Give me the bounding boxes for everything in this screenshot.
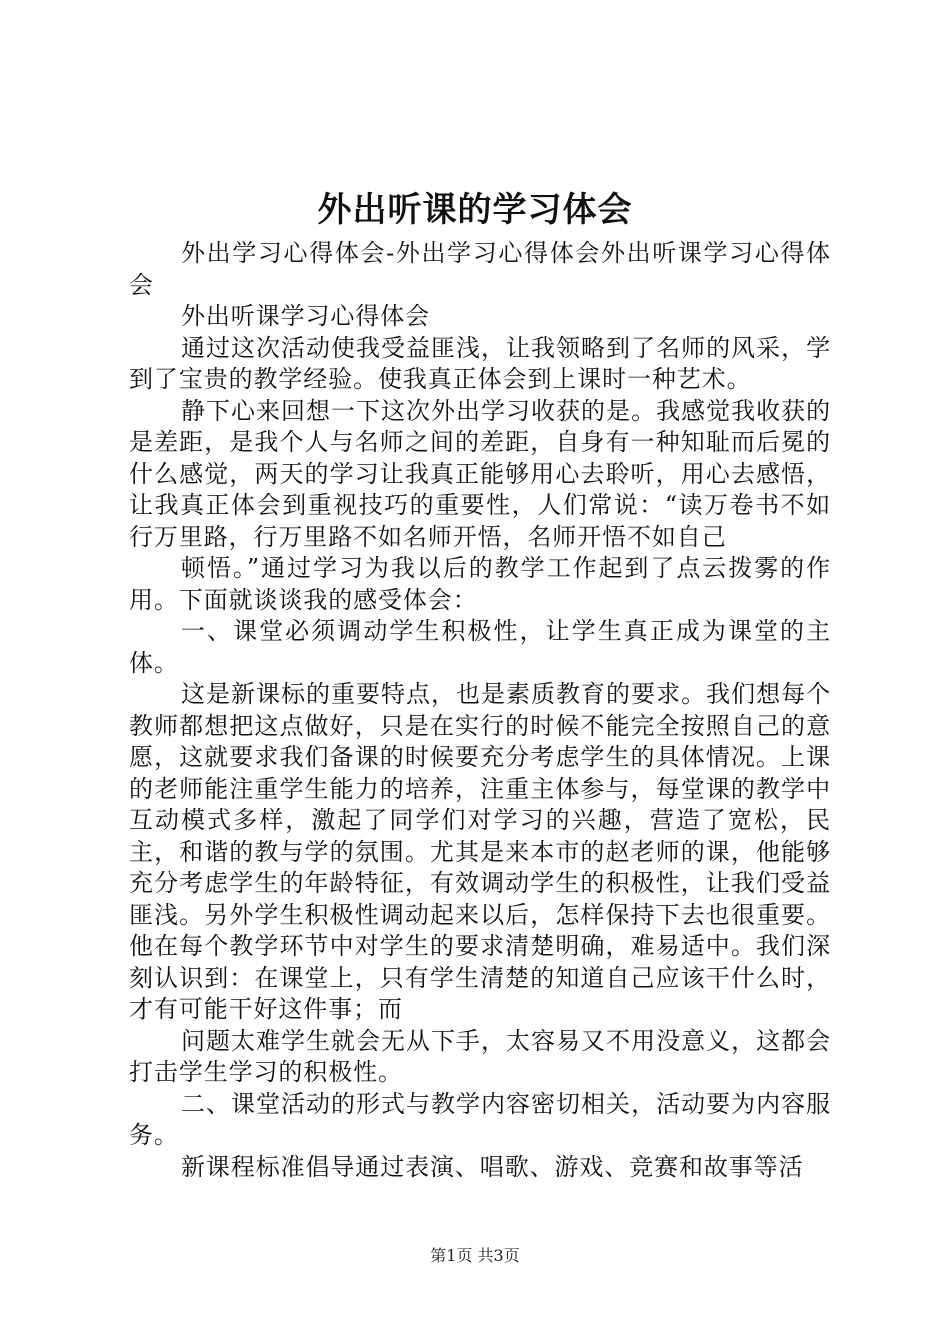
paragraph: 顿悟。”通过学习为我以后的教学工作起到了点云拨雾的作用。下面就谈谈我的感受体会： <box>129 554 831 614</box>
page-footer: 第1页 共3页 <box>430 1246 520 1265</box>
document-body <box>129 238 831 1183</box>
paragraph: 这是新课标的重要特点，也是素质教育的要求。我们想每个教师都想把这点做好，只是在实行的时候不能完全按照自己的意愿，这就要求我们备课的时候要充分考虑学生的具体情况。上课的老师能注重学生能力的培养，注重主体参与，每堂课的教学中互动模式多样，激起了同学们对学习的兴趣，营造了宽松，民主，和谐的教与学的氛围。尤其是来本市的赵老师的课，他能够充分考虑学生的年龄特征，有效调动学生的积极性，让我们受益匪浅。另外学生积极性调动起来以后，怎样保持下去也很重要。他在每个教学环节中对学生的要求清楚明确，难易适中。我们深刻认识到：在课堂上，只有学生清楚的知道自己应该干什么时，才有可能干好这件事；而 <box>129 680 831 1023</box>
document-title: 外出听课的学习体会 <box>317 190 633 230</box>
paragraph: 外出听课学习心得体会 <box>181 302 430 330</box>
section-heading: 一、课堂必须调动学生积极性，让学生真正成为课堂的主体。 <box>129 617 831 677</box>
paragraph: 通过这次活动使我受益匪浅，让我领略到了名师的风采，学到了宝贵的教学经验。使我真正体会到上课时一种艺术。 <box>129 333 831 393</box>
paragraph: 外出学习心得体会-外出学习心得体会外出听课学习心得体会 <box>129 239 831 299</box>
paragraph: 新课程标准倡导通过表演、唱歌、游戏、竞赛和故事等活 <box>181 1152 804 1181</box>
section-heading: 二、课堂活动的形式与教学内容密切相关，活动要为内容服务。 <box>129 1089 831 1149</box>
paragraph: 问题太难学生就会无从下手，太容易又不用没意义，这都会打击学生学习的积极性。 <box>129 1026 831 1086</box>
paragraph: 静下心来回想一下这次外出学习收获的是。我感觉我收获的是差距，是我个人与名师之间的差距，自身有一种知耻而后冕的什么感觉，两天的学习让我真正能够用心去聆听，用心去感悟，让我真正体会到重视技巧的重要性，人们常说：“读万卷书不如行万里路，行万里路不如名师开悟，名师开悟不如自己 <box>129 396 831 551</box>
